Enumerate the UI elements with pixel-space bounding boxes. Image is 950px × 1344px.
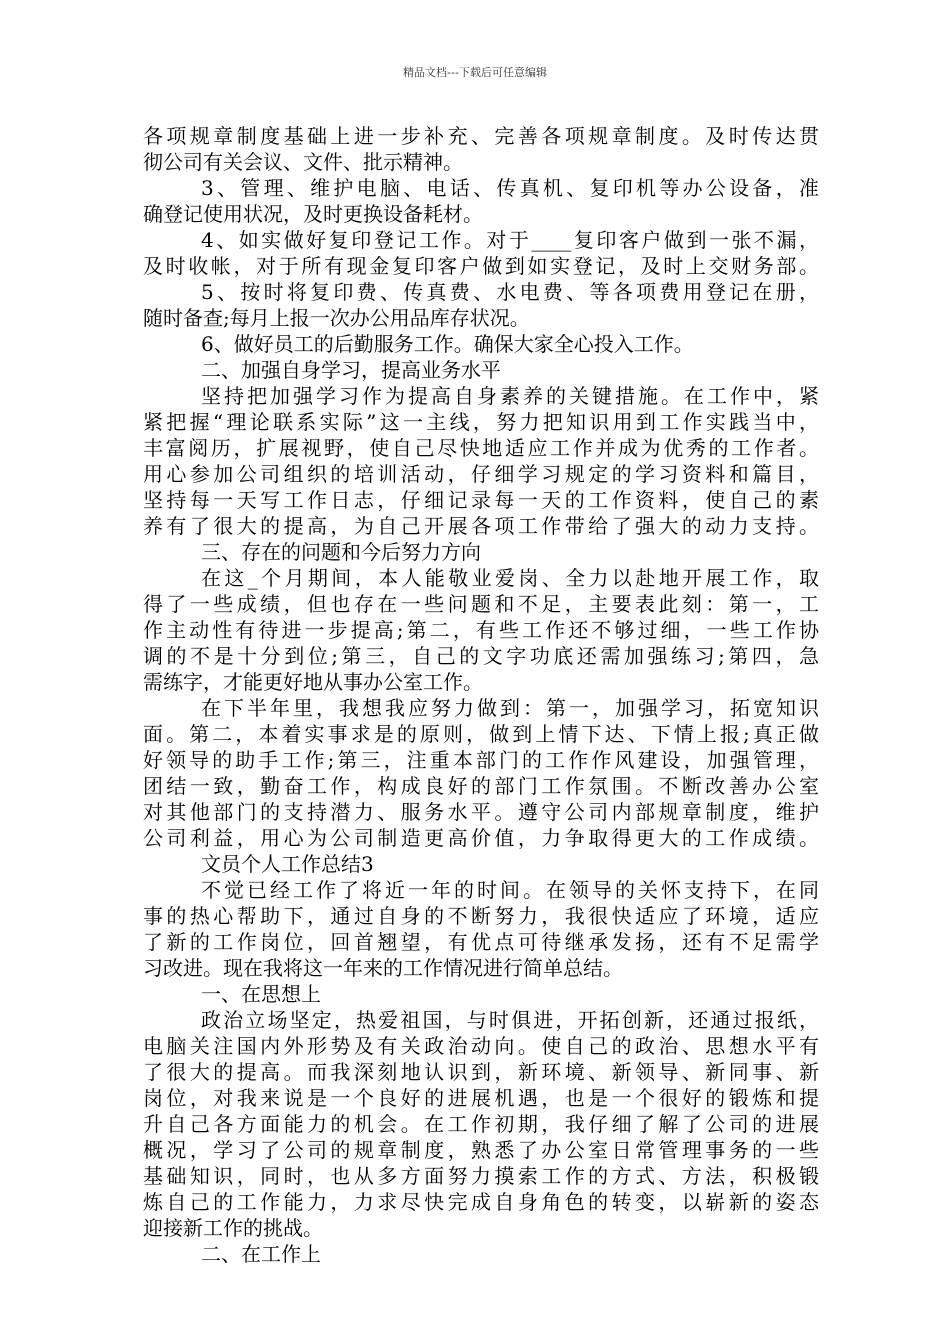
text-line: 电脑关注国内外形势及有关政治动向。使自己的政治、思想水平有	[143, 1034, 819, 1058]
page-header: 精品文档---下载后可任意编辑	[403, 66, 547, 79]
text-line: 需练字，才能更好地从事办公室工作。	[143, 670, 483, 694]
text-line: 团结一致，勤奋工作，构成良好的部门工作氛围。不断改善办公室	[143, 774, 819, 798]
text-line: 3、管理、维护电脑、电话、传真机、复印机等办公设备，准	[201, 176, 819, 200]
text-line: 岗位，对我来说是一个良好的进展机遇，也是一个很好的锻炼和提	[143, 1086, 819, 1110]
text-line: 用心参加公司组织的培训活动，仔细学习规定的学习资料和篇目，	[143, 462, 819, 486]
text-line: 调的不是十分到位;第三，自己的文字功底还需加强练习;第四，急	[143, 644, 819, 668]
text-line: 坚持每一天写工作日志，仔细记录每一天的工作资料，使自己的素	[143, 488, 819, 512]
text-line: 4、如实做好复印登记工作。对于____复印客户做到一张不漏，	[201, 228, 819, 252]
text-line: 作主动性有待进一步提高;第二，有些工作还不够过细，一些工作协	[143, 618, 819, 642]
text-line: 二、加强自身学习，提高业务水平	[201, 358, 501, 382]
text-line: 公司利益，用心为公司制造更高价值，力争取得更大的工作成绩。	[143, 826, 819, 850]
text-line: 对其他部门的支持潜力、服务水平。遵守公司内部规章制度，维护	[143, 800, 819, 824]
text-line: 各项规章制度基础上进一步补充、完善各项规章制度。及时传达贯	[143, 124, 819, 148]
text-line: 炼自己的工作能力，力求尽快完成自身角色的转变，以崭新的姿态	[143, 1190, 819, 1214]
text-line: 面。第二，本着实事求是的原则，做到上情下达、下情上报;真正做	[143, 722, 819, 746]
text-line: 丰富阅历，扩展视野，使自己尽快地适应工作并成为优秀的工作者。	[143, 436, 819, 460]
text-line: 习改进。现在我将这一年来的工作情况进行简单总结。	[143, 956, 623, 980]
text-line: 概况，学习了公司的规章制度，熟悉了办公室日常管理事务的一些	[143, 1138, 819, 1162]
text-line: 事的热心帮助下，通过自身的不断努力，我很快适应了环境，适应	[143, 904, 819, 928]
text-line: 得了一些成绩，但也存在一些问题和不足，主要表此刻：第一，工	[143, 592, 819, 616]
text-line: 及时收帐，对于所有现金复印客户做到如实登记，及时上交财务部。	[143, 254, 819, 278]
document-body	[143, 123, 819, 1267]
text-line: 彻公司有关会议、文件、批示精神。	[143, 150, 463, 174]
text-line: 二、在工作上	[201, 1242, 321, 1266]
text-line: 在下半年里，我想我应努力做到：第一，加强学习，拓宽知识	[201, 696, 819, 720]
text-line: 坚持把加强学习作为提高自身素养的关键措施。在工作中，紧	[201, 384, 819, 408]
text-line: 在这_个月期间，本人能敬业爱岗、全力以赴地开展工作，取	[201, 566, 819, 590]
text-line: 养有了很大的提高，为自己开展各项工作带给了强大的动力支持。	[143, 514, 819, 538]
text-line: 5、按时将复印费、传真费、水电费、等各项费用登记在册，	[201, 280, 819, 304]
text-line: 迎接新工作的挑战。	[143, 1216, 323, 1240]
text-line: 三、存在的问题和今后努力方向	[201, 540, 481, 564]
text-line: 政治立场坚定，热爱祖国，与时俱进，开拓创新，还通过报纸，	[201, 1008, 819, 1032]
text-line: 基础知识，同时，也从多方面努力摸索工作的方式、方法，积极锻	[143, 1164, 819, 1188]
text-line: 紧把握“理论联系实际”这一主线，努力把知识用到工作实践当中，	[143, 410, 819, 434]
text-line: 好领导的助手工作;第三，注重本部门的工作作风建设，加强管理，	[143, 748, 819, 772]
text-line: 了新的工作岗位，回首翘望，有优点可待继承发扬，还有不足需学	[143, 930, 819, 954]
text-line: 6、做好员工的后勤服务工作。确保大家全心投入工作。	[201, 332, 694, 356]
text-line: 不觉已经工作了将近一年的时间。在领导的关怀支持下，在同	[201, 878, 819, 902]
text-line: 升自己各方面能力的机会。在工作初期，我仔细了解了公司的进展	[143, 1112, 819, 1136]
text-line: 确登记使用状况，及时更换设备耗材。	[143, 202, 483, 226]
text-line: 文员个人工作总结3	[201, 852, 374, 876]
text-line: 了很大的提高。而我深刻地认识到，新环境、新领导、新同事、新	[143, 1060, 819, 1084]
text-line: 一、在思想上	[201, 982, 321, 1006]
text-line: 随时备查;每月上报一次办公用品库存状况。	[143, 306, 530, 330]
